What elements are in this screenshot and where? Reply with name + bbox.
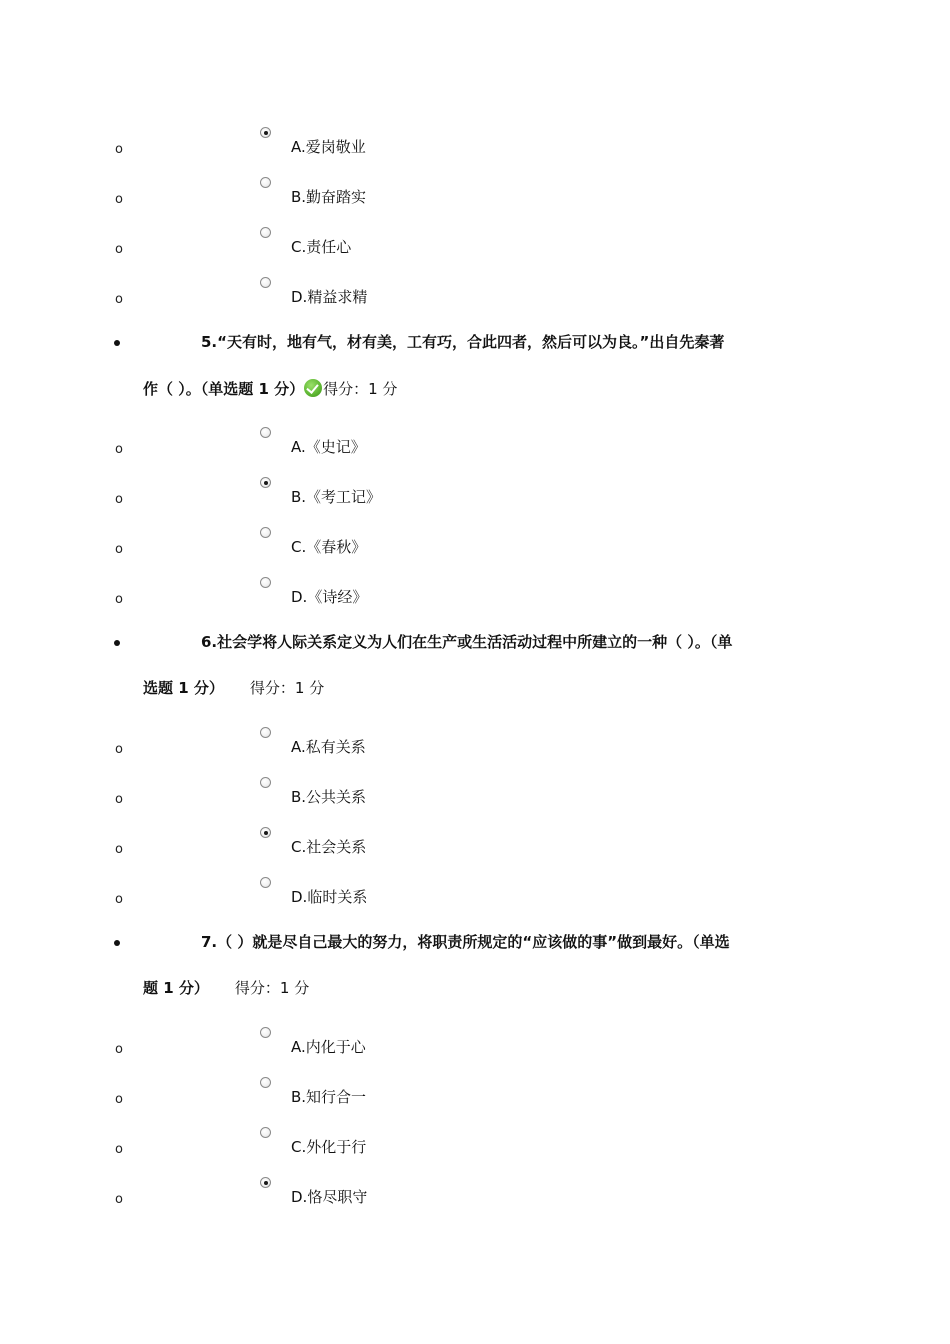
- question-6-text-line2: [143, 679, 324, 697]
- question-6-text-line1: 6.社会学将人际关系定义为人们在生产或生活活动过程中所建立的一种（ ）。（单: [201, 633, 733, 651]
- option-bullet: o: [115, 542, 123, 557]
- q4-option-d-label: D.精益求精: [291, 288, 368, 306]
- question-5-text-line1: 5.“天有时，地有气，材有美，工有巧，合此四者，然后可以为良。”出自先秦著: [201, 333, 725, 351]
- q5-option-d-label: D.《诗经》: [291, 588, 368, 606]
- q7-option-a-radio[interactable]: [260, 1027, 271, 1038]
- option-bullet: o: [115, 442, 123, 457]
- option-bullet: o: [115, 242, 123, 257]
- q6-option-c-label: C.社会关系: [291, 838, 367, 856]
- q4-option-d-radio[interactable]: [260, 277, 271, 288]
- option-bullet: o: [115, 1142, 123, 1157]
- q7-option-d-radio[interactable]: [260, 1177, 271, 1188]
- question-7-score: 得分：1 分: [234, 979, 310, 997]
- question-5-type: 作（ ）。（单选题 1 分）: [143, 380, 305, 398]
- q4-option-c-label: C.责任心: [291, 238, 352, 256]
- q5-option-c-label: C.《春秋》: [291, 538, 367, 556]
- q6-option-b-radio[interactable]: [260, 777, 271, 788]
- option-bullet: o: [115, 1092, 123, 1107]
- q7-option-c-label: C.外化于行: [291, 1138, 367, 1156]
- question-bullet: [114, 640, 120, 646]
- q7-option-c-radio[interactable]: [260, 1127, 271, 1138]
- question-5-text-line2: [143, 379, 397, 398]
- question-bullet: [114, 340, 120, 346]
- question-7-text-line2: [143, 979, 309, 997]
- q5-option-a-radio[interactable]: [260, 427, 271, 438]
- q6-option-d-label: D.临时关系: [291, 888, 368, 906]
- question-bullet: [114, 940, 120, 946]
- q6-option-c-radio[interactable]: [260, 827, 271, 838]
- q7-option-a-label: A.内化于心: [291, 1038, 366, 1056]
- question-5-score: 得分：1 分: [323, 380, 398, 398]
- option-bullet: o: [115, 892, 123, 907]
- question-7-text-line1: 7.（ ）就是尽自己最大的努力，将职责所规定的“应该做的事”做到最好。（单选: [201, 933, 730, 951]
- question-7-type: 题 1 分）: [143, 979, 209, 997]
- option-bullet: o: [115, 292, 123, 307]
- q5-option-b-label: B.《考工记》: [291, 488, 382, 506]
- q4-option-a-radio[interactable]: [260, 127, 271, 138]
- q4-option-a-label: A.爱岗敬业: [291, 138, 366, 156]
- q5-option-c-radio[interactable]: [260, 527, 271, 538]
- option-bullet: o: [115, 192, 123, 207]
- q6-option-a-label: A.私有关系: [291, 738, 366, 756]
- q4-option-b-radio[interactable]: [260, 177, 271, 188]
- q5-option-a-label: A.《史记》: [291, 438, 366, 456]
- q5-option-d-radio[interactable]: [260, 577, 271, 588]
- option-bullet: o: [115, 1192, 123, 1207]
- option-bullet: o: [115, 592, 123, 607]
- option-bullet: o: [115, 842, 123, 857]
- q4-option-c-radio[interactable]: [260, 227, 271, 238]
- q6-option-b-label: B.公共关系: [291, 788, 367, 806]
- q6-option-a-radio[interactable]: [260, 727, 271, 738]
- q4-option-b-label: B.勤奋踏实: [291, 188, 367, 206]
- q7-option-b-radio[interactable]: [260, 1077, 271, 1088]
- q5-option-b-radio[interactable]: [260, 477, 271, 488]
- q7-option-d-label: D.恪尽职守: [291, 1188, 368, 1206]
- option-bullet: o: [115, 742, 123, 757]
- option-bullet: o: [115, 492, 123, 507]
- green-check-icon: [304, 379, 322, 397]
- option-bullet: o: [115, 142, 123, 157]
- question-6-score: 得分：1 分: [249, 679, 325, 697]
- question-6-type: 选题 1 分）: [143, 679, 224, 697]
- option-bullet: o: [115, 792, 123, 807]
- option-bullet: o: [115, 1042, 123, 1057]
- q7-option-b-label: B.知行合一: [291, 1088, 367, 1106]
- q6-option-d-radio[interactable]: [260, 877, 271, 888]
